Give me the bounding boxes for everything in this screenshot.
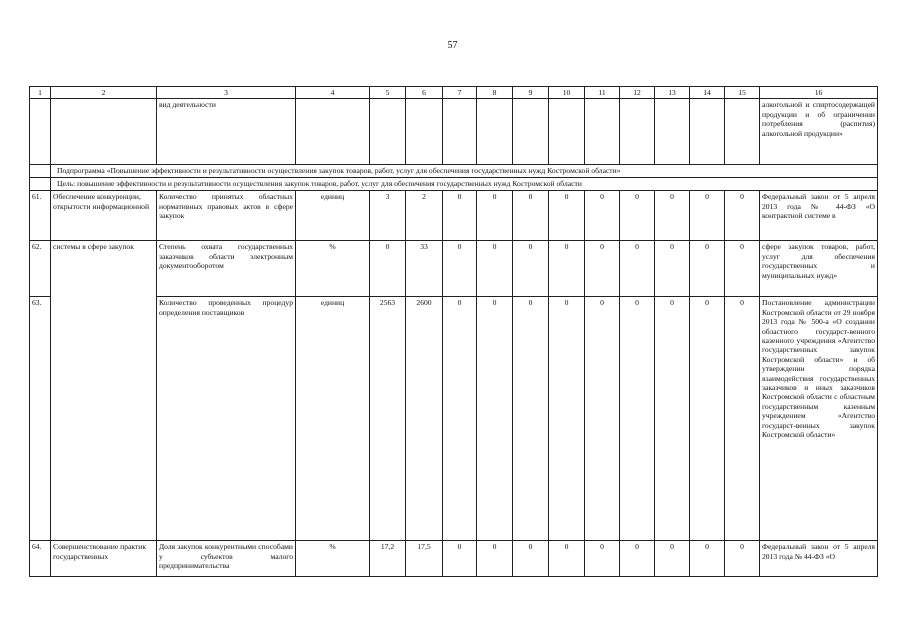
- column-number-row: [30, 87, 878, 99]
- header-cell: 3: [157, 87, 296, 99]
- cell-value: 0: [549, 541, 585, 577]
- indicators-table: [29, 86, 878, 577]
- header-cell: 11: [585, 87, 620, 99]
- cell-unit: единиц: [296, 191, 370, 241]
- cell-value: 0: [585, 297, 620, 541]
- cell-value: 0: [725, 541, 760, 577]
- cell-value: 0: [585, 541, 620, 577]
- row-number: 61.: [30, 191, 51, 241]
- row-number: 64.: [30, 541, 51, 577]
- header-cell: 2: [51, 87, 157, 99]
- row-number: 62.: [30, 241, 51, 297]
- cell-value: 0: [655, 241, 690, 297]
- cell-value: 17,5: [406, 541, 443, 577]
- cell-indicator: Степень охвата государственных заказчиков области электронным документооборотом: [157, 241, 296, 297]
- cell-value: 0: [477, 297, 513, 541]
- cell-value: 0: [620, 541, 655, 577]
- cell-value: 0: [620, 297, 655, 541]
- cell-value: 0: [549, 297, 585, 541]
- cell-value: 17,2: [370, 541, 406, 577]
- cell-unit: единиц: [296, 297, 370, 541]
- cell-task: Совершенствование практик государственных: [51, 541, 157, 577]
- header-cell: 5: [370, 87, 406, 99]
- cell-legal-basis: Федеральный закон от 5 апреля 2013 года № 44-ФЗ «О контрактной системе в: [760, 191, 878, 241]
- cell-value: 0: [549, 191, 585, 241]
- header-cell: 13: [655, 87, 690, 99]
- cell-value: 2600: [406, 297, 443, 541]
- cell-value: 0: [725, 241, 760, 297]
- table-row: [30, 297, 878, 541]
- cell-unit: %: [296, 541, 370, 577]
- cell-value: 0: [443, 297, 477, 541]
- cell-value: 0: [370, 241, 406, 297]
- row-number: 63.: [30, 297, 51, 541]
- header-cell: 9: [513, 87, 549, 99]
- cell-value: 0: [690, 297, 725, 541]
- header-cell: 15: [725, 87, 760, 99]
- cell-value: 0: [725, 191, 760, 241]
- cell-value: 2: [406, 191, 443, 241]
- header-cell: 10: [549, 87, 585, 99]
- cell-value: 0: [655, 191, 690, 241]
- header-cell: 8: [477, 87, 513, 99]
- cell-value: 0: [477, 191, 513, 241]
- cell-legal-basis: Федеральный закон от 5 апреля 2013 года № 44-ФЗ «О: [760, 541, 878, 577]
- cell-value: 0: [585, 191, 620, 241]
- cell-legal-basis: Постановление администрации Костромской области от 29 ноября 2013 года № 500-а «О создании областного государст-венного казенного учреждения «Агентство государственных закупок Костромской области» и об утверждении порядка взаимодействия государственных заказчиков и иных заказчиков Костромской области с областным государственным казенным учреждением «Агентство государст-венных закупок Костромской области»: [760, 297, 878, 541]
- cell-value: 2563: [370, 297, 406, 541]
- cell-value: 0: [477, 541, 513, 577]
- table-row: [30, 241, 878, 297]
- header-cell: 4: [296, 87, 370, 99]
- cell-value: 0: [620, 191, 655, 241]
- cell-indicator: Доля закупок конкурентными способами у субъектов малого предпринимательства: [157, 541, 296, 577]
- subprogram-row: [30, 165, 878, 178]
- header-cell: 1: [30, 87, 51, 99]
- cell-value: 0: [513, 241, 549, 297]
- cell-unit: %: [296, 241, 370, 297]
- header-cell: 16: [760, 87, 878, 99]
- subprogram-title: Подпрограмма «Повышение эффективности и результативности осуществления закупок товаров, работ, услуг для обеспечения государственных нужд Костромской области»: [51, 165, 878, 178]
- cell-value: 0: [513, 191, 549, 241]
- cell-value: 0: [443, 241, 477, 297]
- header-cell: 6: [406, 87, 443, 99]
- cell-legal-basis: сфере закупок товаров, работ, услуг для обеспечения государственных и муниципальных нужд»: [760, 241, 878, 297]
- cell-task: системы в сфере закупок: [51, 241, 157, 541]
- header-cell: 7: [443, 87, 477, 99]
- cell-task: Обеспечение конкуренции, открытости информационной: [51, 191, 157, 241]
- cell-value: 0: [549, 241, 585, 297]
- cell-indicator: Количество принятых областных нормативных правовых актов в сфере закупок: [157, 191, 296, 241]
- table-row: [30, 191, 878, 241]
- cell-value: 33: [406, 241, 443, 297]
- cell-value: 0: [443, 191, 477, 241]
- table-row: [30, 541, 878, 577]
- cell-value: 0: [690, 191, 725, 241]
- cell-value: 0: [725, 297, 760, 541]
- cell-value: 0: [513, 541, 549, 577]
- goal-title: Цель: повышение эффективности и результативности осуществления закупок товаров, работ, услуг для обеспечения государственных нужд Костромской области: [51, 178, 878, 191]
- cell-indicator: Количество проведенных процедур определения поставщиков: [157, 297, 296, 541]
- cell-value: 0: [690, 541, 725, 577]
- cell-value: 0: [620, 241, 655, 297]
- page-number: 57: [447, 40, 458, 51]
- cell-value: 3: [370, 191, 406, 241]
- cell-value: 0: [655, 297, 690, 541]
- cell-legal-basis: алкогольной и спиртосодержащей продукции и об ограничении потребления (распития) алкогольной продукции»: [760, 99, 878, 165]
- header-cell: 12: [620, 87, 655, 99]
- cell-value: 0: [513, 297, 549, 541]
- goal-row: [30, 178, 878, 191]
- header-cell: 14: [690, 87, 725, 99]
- cell-value: 0: [477, 241, 513, 297]
- continuation-row: [30, 99, 878, 165]
- cell-indicator: вид деятельности: [157, 99, 296, 165]
- cell-value: 0: [585, 241, 620, 297]
- cell-value: 0: [443, 541, 477, 577]
- cell-value: 0: [655, 541, 690, 577]
- cell-value: 0: [690, 241, 725, 297]
